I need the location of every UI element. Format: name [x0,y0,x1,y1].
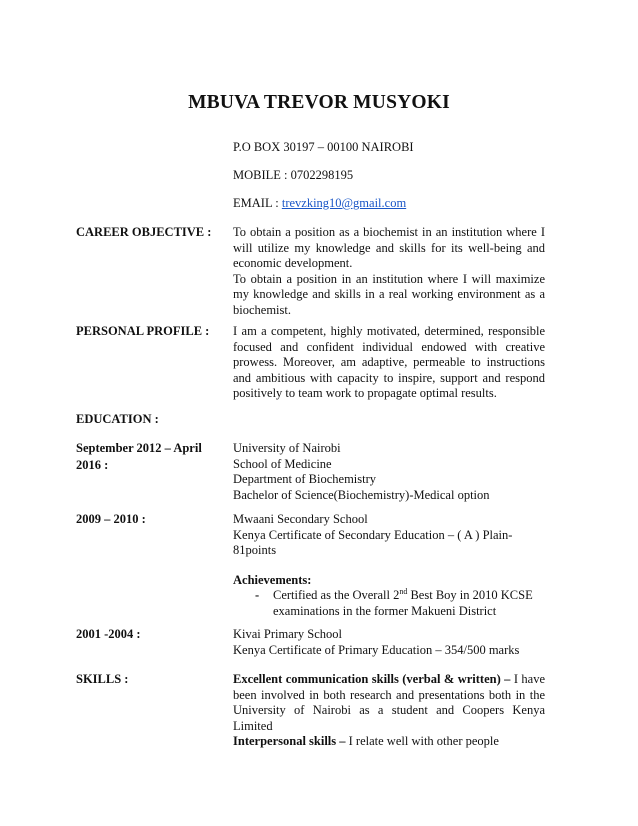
primary-period: 2001 -2004 : [76,627,141,641]
university-department: Department of Biochemistry [233,472,377,486]
achievement-end: Best Boy in 2010 KCSE [407,588,533,602]
achievement-sup: nd [399,586,408,596]
university-details [233,441,545,503]
secondary-details [233,512,545,619]
achievement-item [255,588,545,619]
communication-title: Excellent communication skills (verbal & written) – [233,672,511,686]
secondary-period: 2009 – 2010 : [76,512,146,526]
skills-label: SKILLS : [76,672,129,686]
personal-profile-label: PERSONAL PROFILE : [76,324,210,338]
interpersonal-text: I relate well with other people [345,734,499,748]
primary-certificate: Kenya Certificate of Primary Education – 354/500 marks [233,642,520,657]
primary-institution: Kivai Primary School [233,627,343,641]
career-objective-paragraph-2: To obtain a position in an institution where I will maximize my knowledge and skills in a real working environment as a biochemist. [233,271,545,317]
education-label: EDUCATION : [76,412,159,426]
career-objective-text [233,225,545,318]
interpersonal-skill [233,734,545,750]
achievement-line-2: examinations in the former Makueni District [273,603,497,618]
email-link[interactable]: trevzking10@gmail.com [281,196,407,210]
career-objective-label: CAREER OBJECTIVE : [76,225,212,239]
email-line [233,196,406,211]
achievement-text [273,588,533,619]
university-institution: University of Nairobi [233,441,341,455]
secondary-certificate-line-2: 81points [233,543,277,557]
postal-address: P.O BOX 30197 – 00100 NAIROBI [233,140,414,154]
achievements-label: Achievements: [233,572,312,587]
communication-text: I have been involved in both research and presentations both in the University of Nairobi as a student and Coopers Kenya Limited [233,672,545,733]
interpersonal-title: Interpersonal skills – [233,734,346,748]
career-objective-paragraph-1: To obtain a position as a biochemist in an institution where I will utilize my knowledge and skills for its well-being and economic development. [233,225,545,270]
university-degree: Bachelor of Science(Biochemistry)-Medical option [233,487,490,502]
primary-details [233,627,545,658]
secondary-institution: Mwaani Secondary School [233,512,368,526]
secondary-certificate-line-1: Kenya Certificate of Secondary Education – ( A ) Plain- [233,527,513,542]
university-period-line-1: September 2012 – April [76,441,202,455]
mobile-number: MOBILE : 0702298195 [233,168,354,182]
bullet-dash: - [255,588,260,602]
personal-profile-text: I am a competent, highly motivated, determined, responsible focused and confident individual endowed with creative prowess. Moreover, am adaptive, permeable to instructions and ambitious with capacity to inspire, support and respond positively to team work to propagate optimal results. [233,324,545,400]
candidate-name: MBUVA TREVOR MUSYOKI [188,92,450,113]
communication-skill [233,672,545,734]
university-period-line-2: 2016 : [76,458,109,472]
email-label: EMAIL : [233,196,282,210]
achievement-start: Certified as the Overall 2 [273,588,400,602]
university-school: School of Medicine [233,456,332,471]
university-period [76,440,202,474]
